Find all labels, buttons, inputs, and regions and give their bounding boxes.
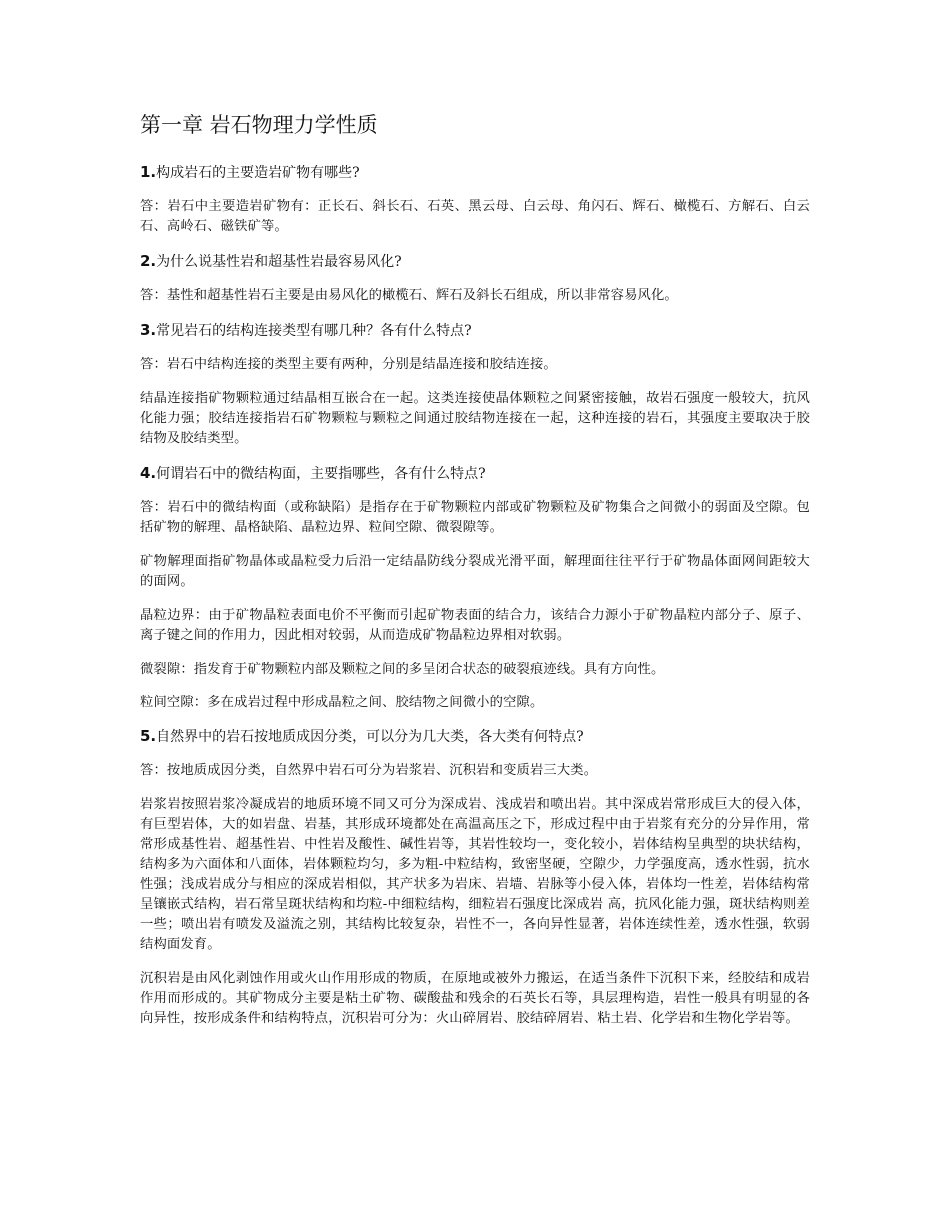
answer-4-intergranular-void: 粒间空隙：多在成岩过程中形成晶粒之间、胶结物之间微小的空隙。 [140, 695, 544, 710]
answer-5-sedimentary: 沉积岩是由风化剥蚀作用或火山作用形成的物质，在原地或被外力搬运，在适当条件下沉积下来，经胶结和成岩作用而形成的。其矿物成分主要是粘土矿物、碳酸盐和残余的石英长石等，具层理构造，岩性一般具有明显的各向异性，按形成条件和结构特点，沉积岩可分为：火山碎屑岩、胶结碎屑岩、粘土岩、化学岩和生物化学岩等。 [140, 971, 810, 1026]
question-number: 4. [140, 464, 157, 482]
question-number: 2. [140, 252, 157, 270]
question-text: 常见岩石的结构连接类型有哪几种？各有什么特点? [156, 323, 472, 339]
question-text: 自然界中的岩石按地质成因分类，可以分为几大类，各大类有何特点? [156, 729, 584, 745]
answer-4: 答：岩石中的微结构面（或称缺陷）是指存在于矿物颗粒内部或矿物颗粒及矿物集合之间微小的弱面及空隙。包括矿物的解理、晶格缺陷、晶粒边界、粒间空隙、微裂隙等。 [140, 500, 810, 535]
answer-4-microcrack: 微裂隙：指发育于矿物颗粒内部及颗粒之间的多呈闭合状态的破裂痕迹线。具有方向性。 [140, 662, 665, 677]
question-4 [140, 463, 810, 484]
question-1 [140, 162, 810, 183]
answer-5-igneous: 岩浆岩按照岩浆冷凝成岩的地质环境不同又可分为深成岩、浅成岩和喷出岩。其中深成岩常形成巨大的侵入体，有巨型岩体，大的如岩盘、岩基，其形成环境都处在高温高压之下，形成过程中由于岩浆有充分的分异作用，常常形成基性岩、超基性岩、中性岩及酸性、碱性岩等，其岩性较均一，变化较小，岩体结构呈典型的块状结构，结构多为六面体和八面体，岩体颗粒均匀，多为粗-中粒结构，致密坚硬，空隙少，力学强度高，透水性弱，抗水性强；浅成岩成分与相应的深成岩相似，其产状多为岩床、岩墙、岩脉等小侵入体，岩体均一性差，岩体结构常呈镶嵌式结构，岩石常呈斑状结构和均粒-中细粒结构，细粒岩石强度比深成岩 高，抗风化能力强，斑状结构则差一些；喷出岩有喷发及溢流之别，其结构比较复杂，岩性不一，各向异性显著，岩体连续性差，透水性强，软弱结构面发育。 [140, 797, 810, 952]
answer-3: 答：岩石中结构连接的类型主要有两种，分别是结晶连接和胶结连接。 [140, 357, 557, 372]
question-3 [140, 320, 810, 341]
question-text: 何谓岩石中的微结构面，主要指哪些，各有什么特点? [156, 466, 486, 482]
question-text: 为什么说基性岩和超基性岩最容易风化? [156, 254, 402, 270]
answer-2: 答：基性和超基性岩石主要是由易风化的橄榄石、辉石及斜长石组成，所以非常容易风化。 [140, 288, 678, 303]
question-2 [140, 251, 810, 272]
answer-3-paragraph-2: 结晶连接指矿物颗粒通过结晶相互嵌合在一起。这类连接使晶体颗粒之间紧密接触，故岩石强度一般较大，抗风化能力强；胶结连接指岩石矿物颗粒与颗粒之间通过胶结物连接在一起，这种连接的岩石，其强度主要取决于胶结物及胶结类型。 [140, 391, 810, 446]
question-number: 1. [140, 163, 157, 181]
chapter-title: 第一章 岩石物理力学性质 [140, 113, 378, 137]
question-number: 5. [140, 727, 157, 745]
question-5 [140, 726, 810, 747]
answer-1: 答：岩石中主要造岩矿物有：正长石、斜长石、石英、黑云母、白云母、角闪石、辉石、橄榄石、方解石、白云石、高岭石、磁铁矿等。 [140, 199, 810, 234]
answer-4-cleavage: 矿物解理面指矿物晶体或晶粒受力后沿一定结晶防线分裂成光滑平面，解理面往往平行于矿物晶体面网间距较大的面网。 [140, 554, 810, 589]
question-text: 构成岩石的主要造岩矿物有哪些? [156, 165, 360, 181]
answer-5: 答：按地质成因分类，自然界中岩石可分为岩浆岩、沉积岩和变质岩三大类。 [140, 763, 598, 778]
document-page [140, 108, 810, 1043]
question-number: 3. [140, 321, 157, 339]
answer-4-grain-boundary: 晶粒边界：由于矿物晶粒表面电价不平衡而引起矿物表面的结合力，该结合力源小于矿物晶粒内部分子、原子、离子键之间的作用力，因此相对较弱，从而造成矿物晶粒边界相对软弱。 [140, 608, 810, 643]
